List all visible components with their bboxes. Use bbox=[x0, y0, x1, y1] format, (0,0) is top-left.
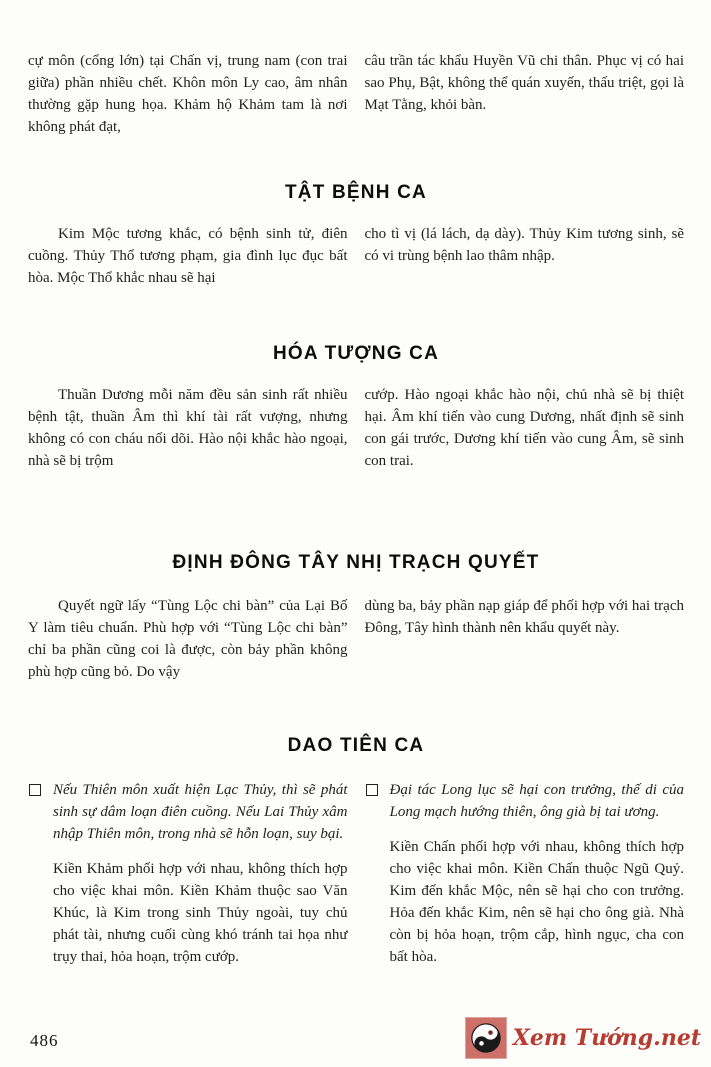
section-heading-hoa-tuong-ca: HÓA TƯỢNG CA bbox=[273, 343, 439, 364]
body-paragraph: Kiền Khảm phối hợp với nhau, không thích hợp cho việc khai môn. Kiền Khảm thuộc sao Văn Khúc, là Kim trong sinh Thủy ngoài, tuy chủ phát tài, nhưng cuối cùng khó tránh tai họa như trụy thai, hỏa hoạn, trộm cướp. bbox=[53, 861, 348, 965]
watermark bbox=[465, 1017, 701, 1059]
body-paragraph: dùng ba, bảy phần nạp giáp để phối hợp với hai trạch Đông, Tây hình thành nên khẩu quyết này. bbox=[364, 598, 684, 636]
section-heading-tat-benh-ca: TẬT BỆNH CA bbox=[285, 182, 427, 203]
body-paragraph: cự môn (cổng lớn) tại Chấn vị, trung nam (con trai giữa) phần nhiều chết. Khôn môn Ly cao, âm nhân thường gặp hung họa. Khảm hộ Khảm tam là nơi không phát đạt, bbox=[28, 53, 348, 135]
section-columns bbox=[28, 595, 684, 683]
watermark-text: Xem Tướng.net bbox=[512, 1025, 701, 1051]
yin-yang-icon bbox=[465, 1017, 507, 1059]
section-heading-dao-tien-ca: DAO TIÊN CA bbox=[287, 735, 425, 756]
bullet-paragraph: Nếu Thiên môn xuất hiện Lạc Thủy, thì sẽ phát sinh sự dâm loạn điên cuồng. Nếu Lai Thủy xâm nhập Thiên môn, trong nhà sẽ hỗn loạn, suy bại. bbox=[53, 782, 348, 842]
page-number: 486 bbox=[30, 1031, 59, 1050]
body-paragraph: cướp. Hào ngoại khắc hào nội, chủ nhà sẽ bị thiệt hại. Âm khí tiến vào cung Dương, nhất định sẽ sinh con gái trước, Dương khí tiến vào cung Âm, sẽ sinh con trai. bbox=[364, 387, 684, 469]
body-paragraph: cho tì vị (lá lách, dạ dày). Thủy Kim tương sinh, sẽ có vi trùng bệnh lao thâm nhập. bbox=[364, 226, 684, 264]
section-heading-dinh-dong-tay: ĐỊNH ĐÔNG TÂY NHỊ TRẠCH QUYẾT bbox=[172, 552, 540, 573]
body-paragraph: Quyết ngữ lấy “Tùng Lộc chi bàn” của Lại Bố Y làm tiêu chuẩn. Phù hợp với “Tùng Lộc chi bàn” chỉ ba phần cũng coi là được, còn bảy phần không phù hợp cũng bỏ. Do vậy bbox=[28, 598, 348, 680]
intro-columns bbox=[28, 50, 684, 138]
section-columns bbox=[28, 384, 684, 472]
bullet-item bbox=[28, 779, 348, 845]
dao-left-column bbox=[28, 779, 348, 968]
bullet-paragraph: Đại tác Long lục sẽ hại con trưởng, thế di của Long mạch hướng thiên, ông già bị tai ương. bbox=[389, 782, 684, 820]
square-bullet-icon bbox=[366, 784, 378, 796]
section-columns bbox=[28, 779, 684, 968]
square-bullet-icon bbox=[29, 784, 41, 796]
section-columns bbox=[28, 223, 684, 289]
body-paragraph: Thuần Dương mỗi năm đều sản sinh rất nhiều bệnh tật, thuần Âm thì khí tài rất vượng, nhưng không có con cháu nối dõi. Hào nội khắc hào ngoại, nhà sẽ bị trộm bbox=[28, 387, 348, 469]
body-paragraph: Kim Mộc tương khắc, có bệnh sinh tử, điên cuồng. Thủy Thổ tương phạm, gia đình lục đục bất hòa. Mộc Thổ khắc nhau sẽ hại bbox=[28, 226, 348, 286]
dao-right-column bbox=[365, 779, 685, 968]
body-paragraph: câu trần tác khẩu Huyền Vũ chi thân. Phục vị có hai sao Phụ, Bật, không thể quán xuyến, thấu triệt, gọi là Mạt Tằng, khỏi bàn. bbox=[364, 53, 684, 113]
bullet-item bbox=[365, 779, 685, 823]
body-paragraph: Kiền Chấn phối hợp với nhau, không thích hợp cho việc khai môn. Kiền Chấn thuộc Ngũ Quỷ. Kim đến khắc Mộc, nên sẽ hại cho con trưởng. Hỏa đến khắc Kim, nên sẽ hại cho ông già. Nhà còn bị hỏa hoạn, trộm cắp, hình ngục, cha con bất hòa. bbox=[389, 839, 684, 965]
